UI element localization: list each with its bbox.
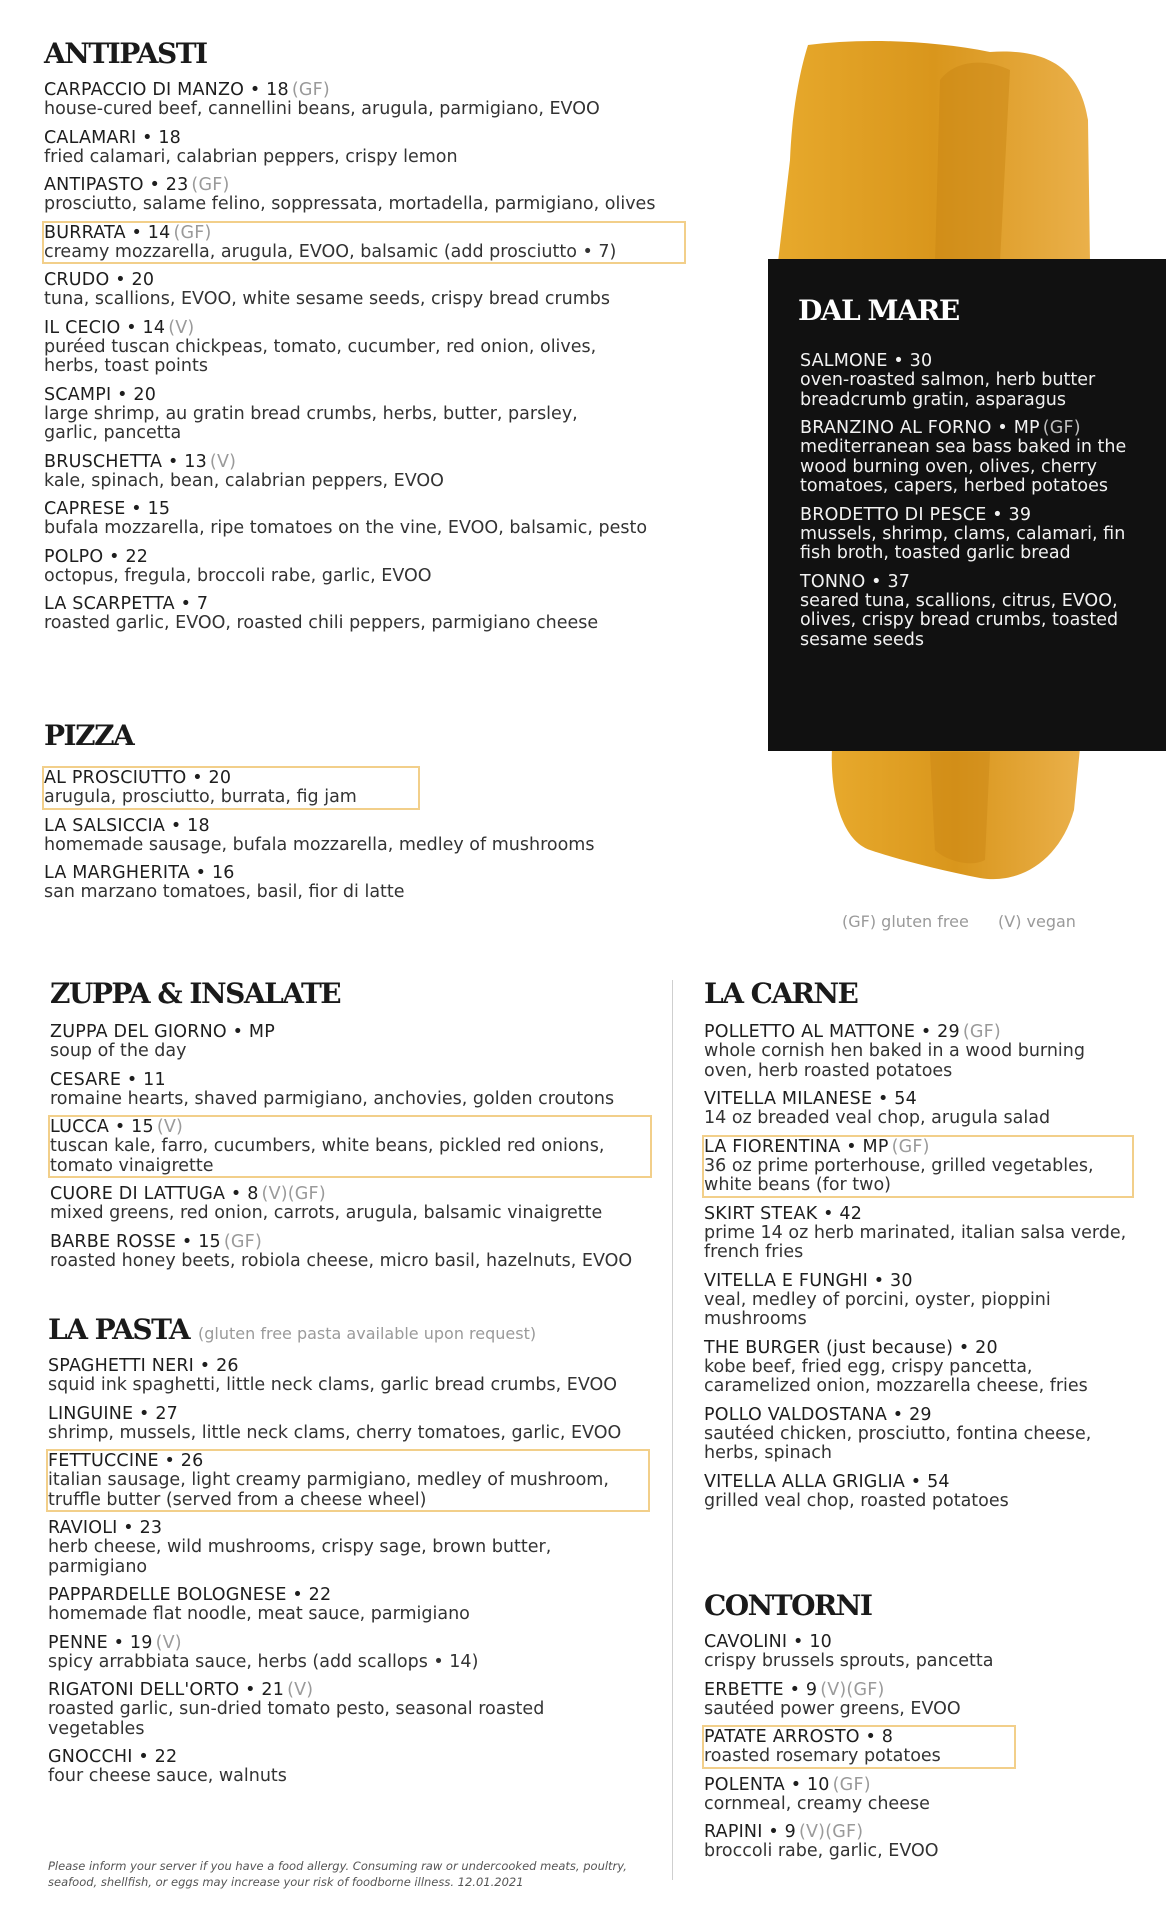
menu-item: CARPACCIO DI MANZO • 18 (GF) house-cured beef, cannellini beans, arugula, parmigiano, EVOO [44,80,600,119]
menu-item-highlighted: LA FIORENTINA • MP (GF) 36 oz prime porterhouse, grilled vegetables, white beans (for two) [704,1137,1132,1196]
menu-item: SPAGHETTI NERI • 26 squid ink spaghetti, little neck clams, garlic bread crumbs, EVOO [48,1356,618,1395]
menu-item: CALAMARI • 18 fried calamari, calabrian peppers, crispy lemon [44,127,458,167]
menu-item: SCAMPI • 20 large shrimp, au gratin bread crumbs, herbs, butter, parsley, garlic, pancetta [44,384,578,443]
menu-item: GNOCCHI • 22 four cheese sauce, walnuts [48,1747,287,1786]
dal-mare-panel [768,259,1166,751]
contorni-heading: CONTORNI [704,1589,872,1622]
carne-list [704,1022,1134,1519]
allergy-footnote: Please inform your server if you have a food allergy. Consuming raw or undercooked meats, poultry, seafood, shellfish, or eggs may increase your risk of foodborne illness. 12.01.2021 [48,1859,627,1889]
legend-vegan: (V) vegan [998,912,1076,931]
pasta-list [48,1356,648,1795]
column-divider [672,980,673,1880]
menu-item: BRANZINO AL FORNO • MP (GF) mediterranean sea bass baked in the wood burning oven, olives, cherry tomatoes, capers, herbed potatoes [800,418,1127,496]
menu-item: ZUPPA DEL GIORNO • MP soup of the day [50,1022,275,1061]
menu-item: PAPPARDELLE BOLOGNESE • 22 homemade flat noodle, meat sauce, parmigiano [48,1585,470,1624]
zuppa-list [50,1022,650,1279]
menu-item: BARBE ROSSE • 15 (GF) roasted honey beets, robiola cheese, micro basil, hazelnuts, EVOO [50,1231,633,1271]
pizza-list [44,768,684,911]
menu-item: CRUDO • 20 tuna, scallions, EVOO, white sesame seeds, crispy bread crumbs [44,270,611,309]
dal-mare-heading: DAL MARE [798,294,959,327]
dal-mare-list [800,351,1150,658]
menu-item: LA MARGHERITA • 16 san marzano tomatoes, basil, fior di latte [44,863,405,902]
menu-item-highlighted: AL PROSCIUTTO • 20 arugula, prosciutto, burrata, fig jam [44,768,418,808]
menu-item: POLPO • 22 octopus, fregula, broccoli rabe, garlic, EVOO [44,546,432,586]
menu-item: LINGUINE • 27 shrimp, mussels, little neck clams, cherry tomatoes, garlic, EVOO [48,1403,622,1443]
menu-item: RAPINI • 9 (V)(GF) broccoli rabe, garlic, EVOO [704,1822,939,1861]
menu-item: CAVOLINI • 10 crispy brussels sprouts, pancetta [704,1632,994,1671]
menu-item: CESARE • 11 romaine hearts, shaved parmigiano, anchovies, golden croutons [50,1069,615,1109]
menu-item-highlighted: LUCCA • 15 (V) tuscan kale, farro, cucumbers, white beans, pickled red onions, tomato vinaigrette [50,1117,650,1176]
menu-item: BRODETTO DI PESCE • 39 mussels, shrimp, clams, calamari, fin fish broth, toasted garlic bread [800,504,1126,563]
menu-item: RAVIOLI • 23 herb cheese, wild mushrooms, crispy sage, brown butter, parmigiano [48,1518,552,1577]
menu-item: POLLO VALDOSTANA • 29 sautéed chicken, prosciutto, fontina cheese, herbs, spinach [704,1404,1092,1463]
menu-item: TONNO • 37 seared tuna, scallions, citrus, EVOO, olives, crispy bread crumbs, toasted sesame seeds [800,571,1119,650]
menu-item: SALMONE • 30 oven-roasted salmon, herb butter breadcrumb gratin, asparagus [800,351,1096,410]
contorni-list [704,1632,1134,1870]
menu-item: PENNE • 19 (V) spicy arrabbiata sauce, herbs (add scallops • 14) [48,1632,479,1672]
menu-item: POLENTA • 10 (GF) cornmeal, creamy cheese [704,1774,930,1814]
menu-item: ERBETTE • 9 (V)(GF) sautéed power greens, EVOO [704,1679,961,1719]
menu-item: SKIRT STEAK • 42 prime 14 oz herb marinated, italian salsa verde, french fries [704,1203,1127,1262]
legend-gluten-free: (GF) gluten free [842,912,969,931]
menu-item: CAPRESE • 15 bufala mozzarella, ripe tomatoes on the vine, EVOO, balsamic, pesto [44,499,648,538]
menu-item-highlighted: PATATE ARROSTO • 8 roasted rosemary potatoes [704,1727,1014,1767]
menu-item: POLLETTO AL MATTONE • 29 (GF) whole cornish hen baked in a wood burning oven, herb roasted potatoes [704,1022,1085,1081]
menu-item-highlighted: BURRATA • 14 (GF) creamy mozzarella, arugula, EVOO, balsamic (add prosciutto • 7) [44,223,684,263]
menu-item: VITELLA ALLA GRIGLIA • 54 grilled veal chop, roasted potatoes [704,1471,1009,1511]
menu-item: CUORE DI LATTUGA • 8 (V)(GF) mixed greens, red onion, carrots, arugula, balsamic vinaigrette [50,1184,603,1223]
antipasti-heading: ANTIPASTI [44,37,207,70]
menu-item: LA SCARPETTA • 7 roasted garlic, EVOO, roasted chili peppers, parmigiano cheese [44,594,599,633]
menu-item: VITELLA MILANESE • 54 14 oz breaded veal chop, arugula salad [704,1089,1051,1128]
zuppa-heading: ZUPPA & INSALATE [50,977,341,1010]
menu-item: LA SALSICCIA • 18 homemade sausage, bufala mozzarella, medley of mushrooms [44,815,595,855]
menu-item: THE BURGER (just because) • 20 kobe beef, fried egg, crispy pancetta, caramelized onion, mozzarella cheese, fries [704,1337,1088,1396]
antipasti-list [44,80,684,642]
menu-item: IL CECIO • 14 (V) puréed tuscan chickpeas, tomato, cucumber, red onion, olives, herbs, toast points [44,317,597,376]
menu-item: ANTIPASTO • 23 (GF) prosciutto, salame felino, soppressata, mortadella, parmigiano, olives [44,175,656,214]
menu-item: BRUSCHETTA • 13 (V) kale, spinach, bean, calabrian peppers, EVOO [44,451,444,491]
carne-heading: LA CARNE [704,977,858,1010]
menu-item-highlighted: FETTUCCINE • 26 italian sausage, light creamy parmigiano, medley of mushroom, truffle butter (served from a cheese wheel) [48,1451,648,1510]
menu-item: RIGATONI DELL'ORTO • 21 (V) roasted garlic, sun-dried tomato pesto, seasonal roasted vegetables [48,1680,545,1739]
menu-item: VITELLA E FUNGHI • 30 veal, medley of porcini, oyster, pioppini mushrooms [704,1270,1051,1329]
pasta-heading: LA PASTA [48,1313,190,1346]
pizza-heading: PIZZA [44,719,134,752]
pasta-note: (gluten free pasta available upon request) [198,1324,537,1343]
